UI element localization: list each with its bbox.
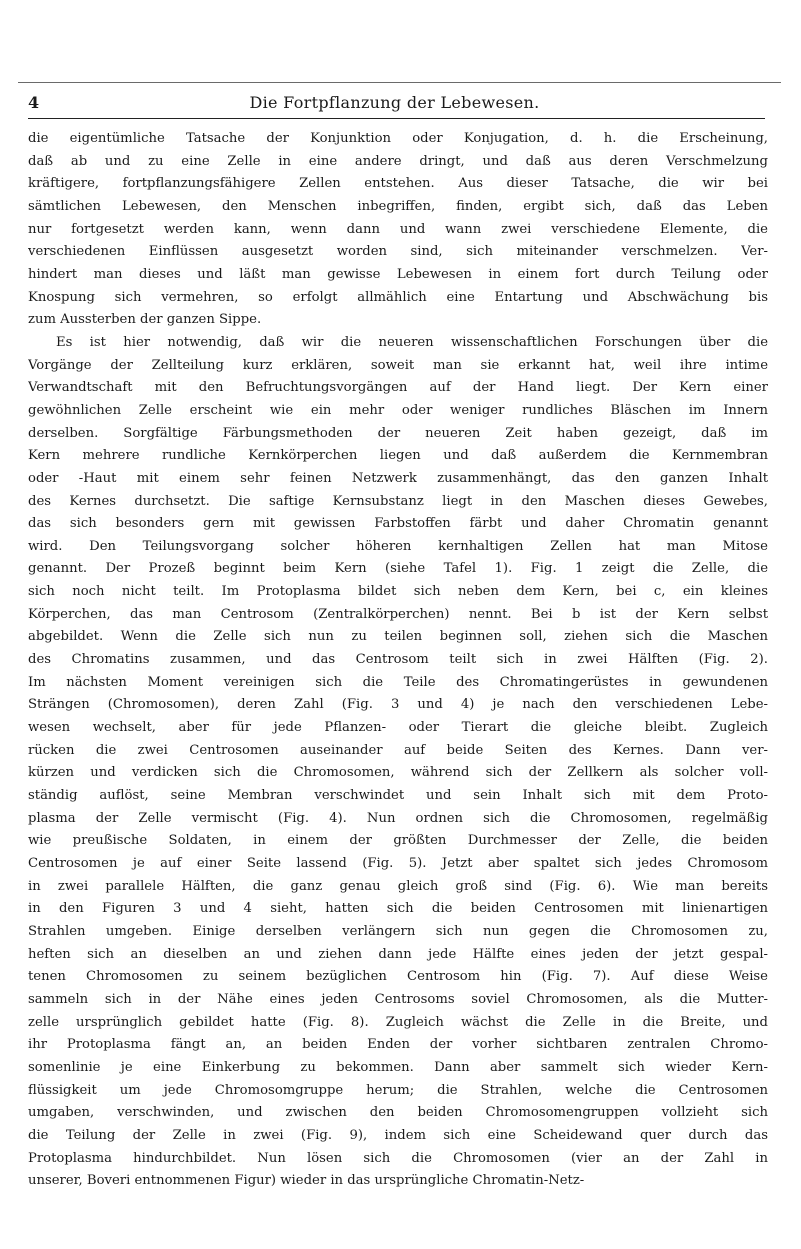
paragraph — [28, 128, 768, 332]
text-line: Centrosomen je auf einer Seite lassend (Fig. 5). Jetzt aber spaltet sich jedes Chromosom — [28, 856, 768, 871]
text-line: Es ist hier notwendig, daß wir die neueren wissenschaftlichen Forschungen über die — [56, 334, 768, 350]
text-line: somenlinie je eine Einkerbung zu bekommen. Dann aber sammelt sich wieder Kern- — [28, 1059, 768, 1075]
body-text — [28, 128, 768, 1193]
text-line: die eigentümliche Tatsache der Konjunktion oder Konjugation, d. h. die Erscheinung, — [28, 131, 768, 146]
text-line: Strahlen umgeben. Einige derselben verlängern sich nun gegen die Chromosomen zu, — [28, 923, 768, 939]
text-line: sämtlichen Lebewesen, den Menschen inbegriffen, finden, ergibt sich, daß das Leben — [28, 198, 768, 214]
text-line: genannt. Der Prozeß beginnt beim Kern (siehe Tafel 1). Fig. 1 zeigt die Zelle, die — [28, 561, 768, 577]
text-line: zum Aussterben der ganzen Sippe. — [28, 312, 262, 328]
text-line: nur fortgesetzt werden kann, wenn dann und wann zwei verschiedene Elemente, die — [28, 221, 768, 237]
page-top-edge-line — [18, 82, 781, 83]
text-line: abgebildet. Wenn die Zelle sich nun zu teilen beginnen soll, ziehen sich die Maschen — [28, 629, 768, 645]
text-line: Körperchen, das man Centrosom (Zentralkörperchen) nennt. Bei b ist der Kern selbst — [28, 606, 768, 622]
text-line: oder -Haut mit einem sehr feinen Netzwerk zusammenhängt, das den ganzen Inhalt — [28, 470, 768, 486]
text-line: zelle ursprünglich gebildet hatte (Fig. 8). Zugleich wächst die Zelle in die Breite, und — [28, 1014, 768, 1030]
text-line: die Teilung der Zelle in zwei (Fig. 9), indem sich eine Scheidewand quer durch das — [28, 1127, 768, 1143]
text-line: Verwandtschaft mit den Befruchtungsvorgängen auf der Hand liegt. Der Kern einer — [28, 380, 768, 396]
text-line: heften sich an dieselben an und ziehen dann jede Hälfte eines jeden der jetzt gespal- — [28, 946, 768, 962]
text-line: des Chromatins zusammen, und das Centrosom teilt sich in zwei Hälften (Fig. 2). — [28, 652, 768, 668]
text-line: Knospung sich vermehren, so erfolgt allmählich eine Entartung und Abschwächung bis — [28, 289, 768, 305]
text-line: Protoplasma hindurchbildet. Nun lösen sich die Chromosomen (vier an der Zahl in — [28, 1150, 768, 1166]
text-line: Strängen (Chromosomen), deren Zahl (Fig. 3 und 4) je nach den verschiedenen Lebe- — [28, 697, 768, 713]
page-number: 4 — [28, 93, 40, 112]
text-line: in den Figuren 3 und 4 sieht, hatten sich die beiden Centrosomen mit linienartigen — [28, 901, 768, 917]
text-line: unserer, Boveri entnommenen Figur) wieder in das ursprüngliche Chromatin-Netz- — [28, 1173, 585, 1189]
text-line: Vorgänge der Zellteilung kurz erklären, soweit man sie erkannt hat, weil ihre intime — [28, 357, 768, 373]
text-line: flüssigkeit um jede Chromosomgruppe herum; die Strahlen, welche die Centrosomen — [28, 1082, 768, 1098]
running-title: Die Fortpflanzung der Lebewesen. — [249, 93, 540, 112]
text-line: in zwei parallele Hälften, die ganz genau gleich groß sind (Fig. 6). Wie man bereits — [28, 878, 768, 894]
header-rule — [28, 118, 765, 119]
running-header — [28, 90, 761, 116]
text-line: wesen wechselt, aber für jede Pflanzen- oder Tierart die gleiche bleibt. Zugleich — [28, 720, 768, 736]
text-line: ständig auflöst, seine Membran verschwindet und sein Inhalt sich mit dem Proto- — [28, 788, 768, 804]
text-line: hindert man dieses und läßt man gewisse Lebewesen in einem fort durch Teilung oder — [28, 266, 768, 282]
text-line: sammeln sich in der Nähe eines jeden Centrosoms soviel Chromosomen, als die Mutter- — [28, 991, 768, 1007]
text-line: des Kernes durchsetzt. Die saftige Kernsubstanz liegt in den Maschen dieses Gewebes, — [28, 493, 768, 509]
text-line: umgaben, verschwinden, und zwischen den beiden Chromosomengruppen vollzieht sich — [28, 1105, 768, 1121]
text-line: wie preußische Soldaten, in einem der größten Durchmesser der Zelle, die beiden — [28, 833, 768, 849]
text-line: kräftigere, fortpflanzungsfähigere Zellen entstehen. Aus dieser Tatsache, die wir bei — [28, 176, 768, 192]
text-line: ihr Protoplasma fängt an, an beiden Enden der vorher sichtbaren zentralen Chromo- — [28, 1037, 768, 1053]
text-line: daß ab und zu eine Zelle in eine andere dringt, und daß aus deren Verschmelzung — [28, 153, 768, 169]
text-line: verschiedenen Einflüssen ausgesetzt worden sind, sich miteinander verschmelzen. Ver- — [28, 244, 768, 260]
text-line: wird. Den Teilungsvorgang solcher höheren kernhaltigen Zellen hat man Mitose — [28, 538, 768, 554]
text-line: sich noch nicht teilt. Im Protoplasma bildet sich neben dem Kern, bei c, ein kleines — [28, 584, 768, 600]
text-line: kürzen und verdicken sich die Chromosomen, während sich der Zellkern als solcher voll- — [28, 765, 768, 781]
text-line: plasma der Zelle vermischt (Fig. 4). Nun ordnen sich die Chromosomen, regelmäßig — [28, 810, 768, 826]
paragraph — [28, 332, 768, 1193]
text-line: gewöhnlichen Zelle erscheint wie ein mehr oder weniger rundliches Bläschen im Innern — [28, 402, 768, 418]
text-line: rücken die zwei Centrosomen auseinander auf beide Seiten des Kernes. Dann ver- — [28, 742, 768, 758]
text-line: derselben. Sorgfältige Färbungsmethoden der neueren Zeit haben gezeigt, daß im — [28, 425, 768, 441]
text-line: Im nächsten Moment vereinigen sich die Teile des Chromatingerüstes in gewundenen — [28, 674, 768, 690]
text-line: Kern mehrere rundliche Kernkörperchen liegen und daß außerdem die Kernmembran — [28, 448, 768, 464]
text-line: tenen Chromosomen zu seinem bezüglichen Centrosom hin (Fig. 7). Auf diese Weise — [28, 969, 768, 985]
text-line: das sich besonders gern mit gewissen Farbstoffen färbt und daher Chromatin genannt — [28, 516, 768, 532]
